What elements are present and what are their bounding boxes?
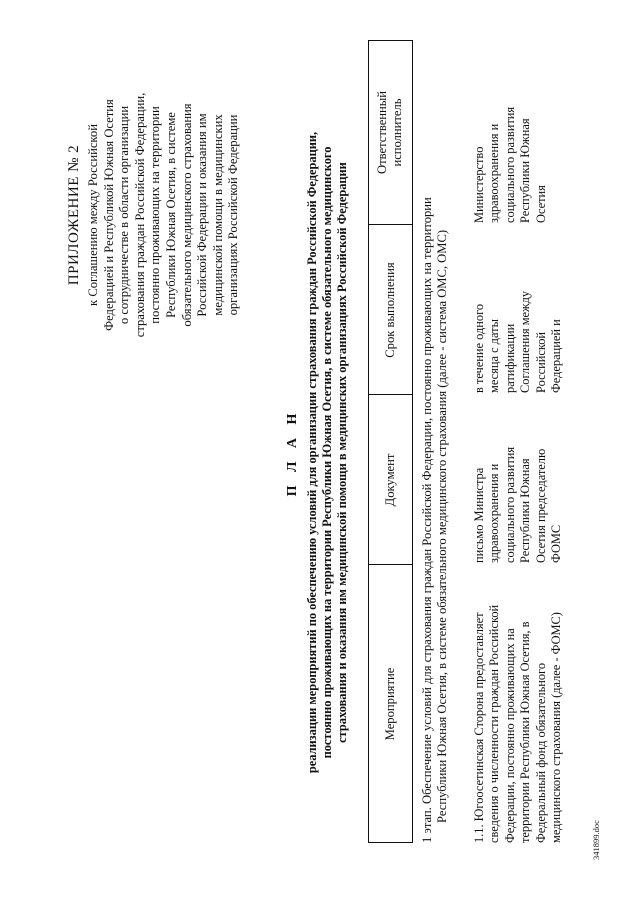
cell-line: медицинского страхования (далее - ФОМС) <box>549 612 564 843</box>
plan-subtitle-line: реализации мероприятий по обеспечению условий для организации страхования граждан Российской Федерации, <box>305 131 319 774</box>
appendix-line: организациях Российской Федерации <box>226 114 241 316</box>
column-header-document: Документ <box>382 453 397 507</box>
cell-line: территории Республики Южная Осетия, в <box>518 621 533 843</box>
cell-line: Осетия <box>533 185 548 223</box>
column-header-responsible-line: исполнитель <box>390 98 404 167</box>
cell-line: социального развития <box>502 446 517 563</box>
table-header-bottom-border <box>412 40 413 843</box>
cell-line: здравоохранения и <box>487 463 502 563</box>
cell-line: месяца с даты <box>487 319 502 393</box>
cell-line: Министерство <box>472 146 486 223</box>
cell-line: Соглашения между <box>518 290 533 393</box>
appendix-line: Республики Южная Осетия, в системе <box>163 112 178 318</box>
cell-line: Республики Южная <box>518 458 533 563</box>
cell-line: здравоохранения и <box>487 123 502 223</box>
plan-subtitle-line: постоянно проживающих на территории Республики Южная Осетия, в системе обязательного медицинского <box>320 146 335 759</box>
appendix-line: постоянно проживающих на территории <box>148 106 163 324</box>
cell-line: ФОМС <box>549 524 564 563</box>
appendix-line: обязательного медицинского страхования <box>179 103 194 327</box>
appendix-line: о сотрудничестве в области организации <box>117 105 132 325</box>
appendix-title: ПРИЛОЖЕНИЕ № 2 <box>66 144 82 286</box>
row1-event-cell <box>472 568 564 843</box>
stage-title <box>420 40 451 843</box>
column-header-deadline: Срок выполнения <box>382 262 397 358</box>
stage-title-line: 1 этап. Обеспечение условий для страхования граждан Российской Федерации, постоянно проживающих на территории <box>420 197 434 843</box>
appendix-line: медицинской помощи в медицинских <box>210 114 225 316</box>
cell-line: Федерации, постоянно проживающих на <box>502 628 517 843</box>
cell-line: Российской <box>533 331 548 393</box>
cell-line: ратификации <box>502 323 517 393</box>
appendix-line: Федерацией и Республикой Южная Осетия <box>101 99 116 331</box>
row1-deadline-cell <box>472 228 564 393</box>
column-header-responsible <box>368 40 412 225</box>
plan-heading: П Л А Н <box>285 408 300 497</box>
cell-line: социального развития <box>502 106 517 223</box>
column-header-responsible-line: Ответственный <box>375 91 389 174</box>
row1-document-cell <box>472 398 564 563</box>
cell-line: в течение одного <box>472 303 486 393</box>
cell-line: Федерацией и <box>549 319 564 393</box>
appendix-description <box>86 45 242 385</box>
cell-line: Республики Южная <box>518 118 533 223</box>
cell-line: Осетия председателю <box>533 448 548 563</box>
cell-line: Федеральный фонд обязательного <box>533 662 548 843</box>
cell-line: сведения о численности граждан Российской <box>487 604 502 843</box>
cell-line: письмо Министра <box>472 467 486 563</box>
appendix-line: к Соглашению между Российской <box>86 124 100 306</box>
appendix-line: Российской Федерации и оказания им <box>195 113 210 317</box>
row1-responsible-cell <box>472 43 549 223</box>
plan-subtitle <box>305 30 351 875</box>
plan-subtitle-line: страхования и оказания им медицинской помощи в медицинских организациях Российской Федерации <box>335 162 350 743</box>
stage-title-line: Республики Южная Осетия, в системе обязательного медицинского страхования (далее - система ОМС, ОМС) <box>435 229 450 823</box>
appendix-line: страхования граждан Российской Федерации, <box>132 92 147 338</box>
footer-document-code: 341899.doc <box>591 820 601 860</box>
cell-line: 1.1. Югоосетинская Сторона предоставляет <box>472 612 486 843</box>
column-header-event: Мероприятие <box>382 667 397 741</box>
